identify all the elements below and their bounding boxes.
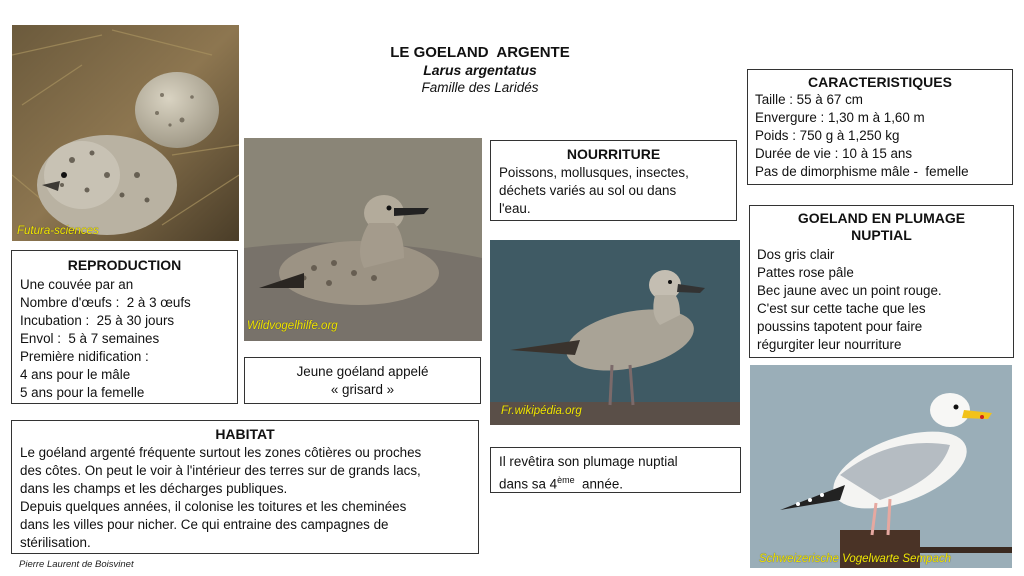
nourriture-box [490, 140, 737, 221]
plumage-note-line2 [499, 471, 732, 493]
page-header [330, 44, 630, 96]
plumage-note-line2-start: dans sa 4 [499, 476, 558, 492]
reproduction-line: 4 ans pour le mâle [20, 367, 131, 382]
reproduction-title: REPRODUCTION [67, 257, 182, 273]
adult-gull-photo [750, 365, 1012, 568]
author-credit: Pierre Laurent de Boisvinet [19, 559, 134, 570]
reproduction-line: Une couvée par an [20, 277, 134, 292]
nourriture-line: Poissons, mollusques, insectes, [499, 165, 689, 180]
caracteristiques-title: CARACTERISTIQUES [808, 74, 952, 90]
standing-gull-photo-credit: Fr.wikipédia.org [501, 405, 582, 417]
caracteristiques-line: Pas de dimorphisme mâle - femelle [755, 164, 969, 179]
adult-gull-photo-credit: Schweizerische Vogelwarte Sempach [759, 553, 951, 565]
standing-gull-photo [490, 240, 740, 425]
chick-photo [12, 25, 239, 241]
juvenile-caption-line1: Jeune goéland appelé [296, 364, 429, 379]
plumage-line: Pattes rose pâle [757, 265, 854, 280]
plumage-line: régurgiter leur nourriture [757, 337, 902, 352]
reproduction-box [11, 250, 238, 404]
habitat-title: HABITAT [215, 426, 275, 442]
reproduction-line: Première nidification : [20, 349, 149, 364]
nourriture-line: l'eau. [499, 201, 531, 216]
caracteristiques-line: Envergure : 1,30 m à 1,60 m [755, 110, 925, 125]
caracteristiques-line: Durée de vie : 10 à 15 ans [755, 146, 913, 161]
juvenile-body [279, 241, 439, 305]
egg [135, 72, 219, 148]
reproduction-line: Envol : 5 à 7 semaines [20, 331, 160, 346]
juvenile-photo-credit: Wildvogelhilfe.org [247, 320, 338, 332]
nourriture-title: NOURRITURE [566, 146, 661, 162]
juvenile-photo [244, 138, 482, 341]
plumage-note-line2-end: année. [574, 476, 623, 492]
caracteristiques-line: Taille : 55 à 67 cm [755, 92, 863, 107]
habitat-line: dans les villes pour nicher. Ce qui entraine des campagnes de [20, 517, 389, 532]
plumage-note-sup: ème [557, 475, 575, 485]
habitat-box [11, 420, 479, 554]
habitat-line: dans les champs et les décharges publiques. [20, 481, 288, 496]
plumage-title-line1: GOELAND EN PLUMAGE [797, 210, 966, 226]
family-name: Famille des Laridés [421, 80, 539, 95]
plumage-title-line2: NUPTIAL [851, 227, 912, 243]
chick-photo-credit: Futura-sciences [17, 225, 99, 237]
plumage-line: C'est sur cette tache que les [757, 301, 926, 316]
plumage-line: Bec jaune avec un point rouge. [757, 283, 942, 298]
juvenile-caption-line2: « grisard » [330, 382, 395, 397]
plumage-line: poussins tapotent pour faire [757, 319, 923, 334]
page-title: LE GOELAND ARGENTE [390, 44, 570, 61]
plumage-note-box [490, 447, 741, 493]
habitat-line: Depuis quelques années, il colonise les toitures et les cheminées [20, 499, 407, 514]
caracteristiques-box [747, 69, 1013, 185]
habitat-line: Le goéland argenté fréquente surtout les zones côtières ou proches [20, 445, 422, 460]
plumage-box [749, 205, 1014, 358]
juvenile-caption-box [244, 357, 481, 404]
habitat-line: des côtes. On peut le voir à l'intérieur des terres sur de grands lacs, [20, 463, 421, 478]
plumage-line: Dos gris clair [757, 247, 835, 262]
plumage-note-line1: Il revêtira son plumage nuptial [499, 454, 678, 469]
reproduction-line: Incubation : 25 à 30 jours [20, 313, 175, 328]
nourriture-line: déchets variés au sol ou dans [499, 183, 677, 198]
reproduction-line: Nombre d'œufs : 2 à 3 œufs [20, 295, 191, 310]
latin-name: Larus argentatus [423, 62, 537, 78]
habitat-line: stérilisation. [20, 535, 91, 550]
reproduction-line: 5 ans pour la femelle [20, 385, 145, 400]
caracteristiques-line: Poids : 750 g à 1,250 kg [755, 128, 900, 143]
